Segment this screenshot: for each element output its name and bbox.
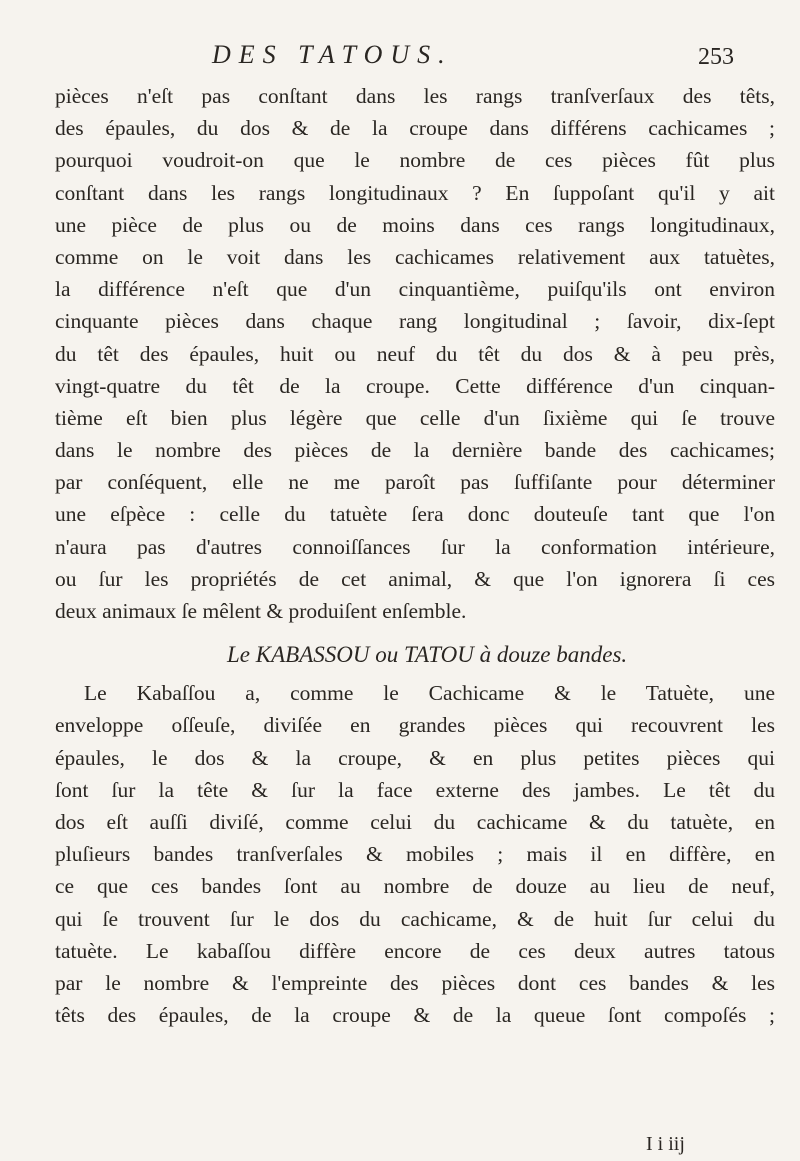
text-line: une eſpèce : celle du tatuète ſera donc douteuſe tant que l'on: [55, 502, 775, 527]
text-line: qui ſe trouvent ſur le dos du cachicame, & de huit ſur celui du: [55, 906, 775, 931]
signature-mark: I i iij: [646, 1133, 685, 1155]
paragraph-1: [55, 80, 775, 627]
text-line: la différence n'eſt que d'un cinquantième, puiſqu'ils ont environ: [55, 277, 775, 302]
text-line: ſont ſur la tête & ſur la face externe des jambes. Le têt du: [55, 777, 775, 802]
text-line: épaules, le dos & la croupe, & en plus petites pièces qui: [55, 745, 775, 770]
text-line: pourquoi voudroit-on que le nombre de ces pièces fût plus: [55, 148, 775, 173]
paragraph-2: [55, 677, 775, 1031]
text-line: des épaules, du dos & de la croupe dans différens cachicames ;: [55, 116, 775, 141]
text-line: Le Kabaſſou a, comme le Cachicame & le Tatuète, une: [84, 681, 775, 706]
text-line: vingt-quatre du têt de la croupe. Cette différence d'un cinquan-: [55, 373, 775, 398]
text-line: une pièce de plus ou de moins dans ces rangs longitudinaux,: [55, 212, 775, 237]
text-line: par le nombre & l'empreinte des pièces dont ces bandes & les: [55, 970, 775, 995]
text-line: dans le nombre des pièces de la dernière bande des cachicames;: [55, 438, 775, 463]
text-line: têts des épaules, de la croupe & de la queue ſont compoſés ;: [55, 1003, 775, 1028]
text-line: enveloppe oſſeuſe, diviſée en grandes pièces qui recouvrent les: [55, 713, 775, 738]
text-line: tatuète. Le kabaſſou diffère encore de ces deux autres tatous: [55, 938, 775, 963]
section-title: Le KABASSOU ou TATOU à douze bandes.: [227, 642, 628, 668]
text-line: deux animaux ſe mêlent & produiſent enſemble.: [55, 599, 467, 623]
text-line: cinquante pièces dans chaque rang longitudinal ; ſavoir, dix-ſept: [55, 309, 775, 334]
text-line: par conſéquent, elle ne me paroît pas ſuffiſante pour déterminer: [55, 470, 775, 495]
text-line: pièces n'eſt pas conſtant dans les rangs tranſverſaux des têts,: [55, 84, 775, 108]
text-line: conſtant dans les rangs longitudinaux ? En ſuppoſant qu'il y ait: [55, 180, 775, 205]
text-line: n'aura pas d'autres connoiſſances ſur la conformation intérieure,: [55, 534, 775, 559]
running-head: DES TATOUS.: [212, 40, 453, 69]
text-line: ou ſur les propriétés de cet animal, & que l'on ignorera ſi ces: [55, 566, 775, 591]
text-line: du têt des épaules, huit ou neuf du têt du dos & à peu près,: [55, 341, 775, 366]
text-line: tième eſt bien plus légère que celle d'un ſixième qui ſe trouve: [55, 405, 775, 430]
text-line: comme on le voit dans les cachicames relativement aux tatuètes,: [55, 244, 775, 269]
text-line: pluſieurs bandes tranſverſales & mobiles ; mais il en diffère, en: [55, 842, 775, 867]
text-block: [55, 80, 775, 1031]
text-line: dos eſt auſſi diviſé, comme celui du cachicame & du tatuète, en: [55, 809, 775, 834]
text-line: ce que ces bandes ſont au nombre de douze au lieu de neuf,: [55, 874, 775, 899]
page-number: 253: [698, 44, 734, 70]
